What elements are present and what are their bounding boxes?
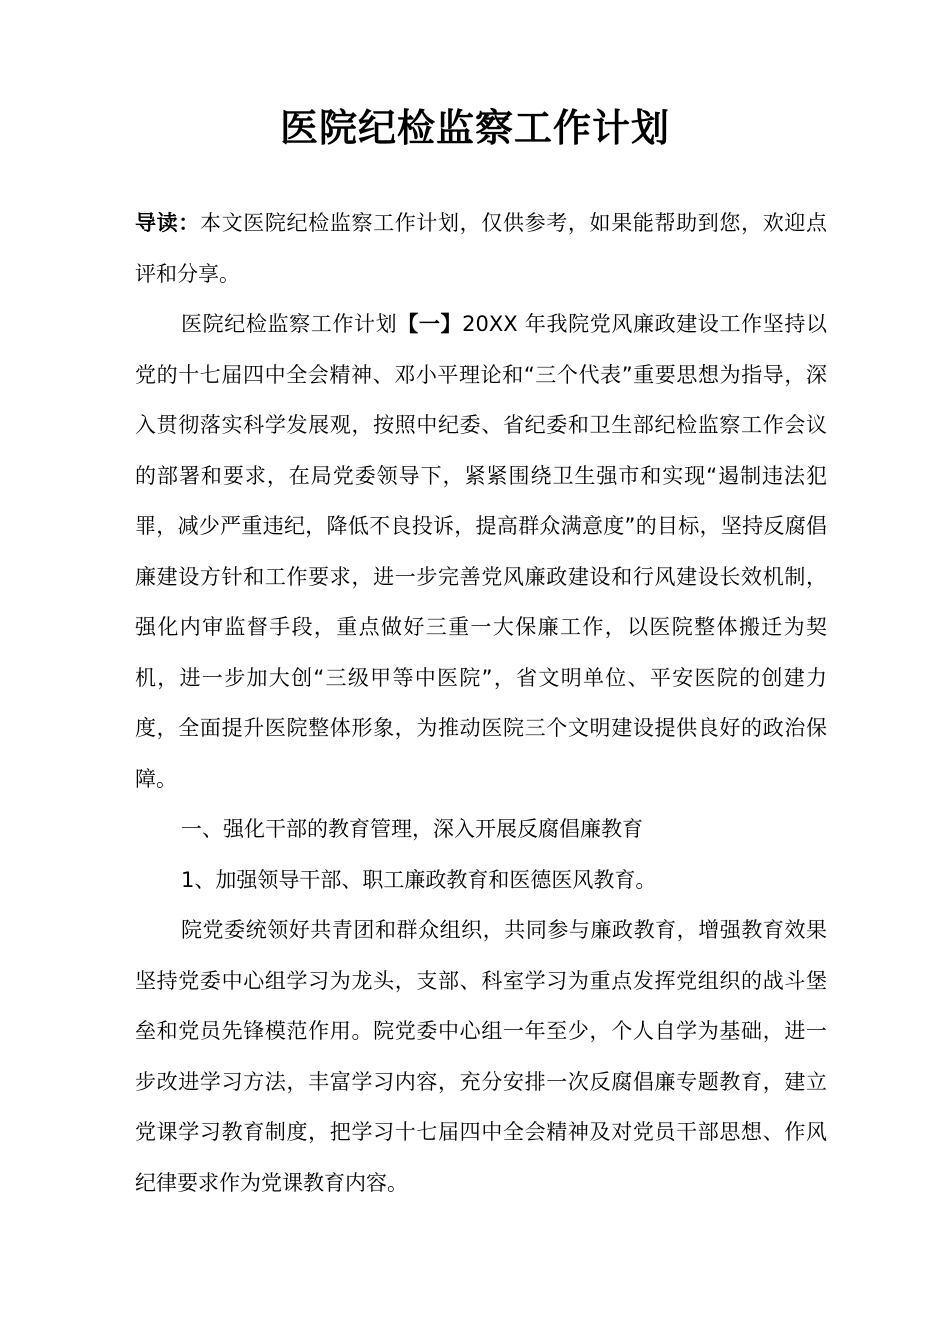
section-one-paragraph [135, 299, 827, 804]
document-title: 医院纪检监察工作计划 [279, 106, 670, 150]
section-one-prefix: 医院纪检监察工作计划 [181, 312, 398, 336]
intro-text: 本文医院纪检监察工作计划，仅供参考，如果能帮助到您，欢迎点评和分享。 [135, 211, 827, 286]
document-body [135, 198, 827, 1208]
heading-one: 一、强化干部的教育管理，深入开展反腐倡廉教育 [181, 817, 643, 841]
intro-paragraph [135, 198, 827, 299]
section-one-bracket: 【一】 [397, 312, 463, 336]
intro-label: 导读： [135, 211, 200, 235]
subheading-one: 1、加强领导干部、职工廉政教育和医德医风教育。 [181, 867, 657, 892]
section-one-text: 20XX 年我院党风廉政建设工作坚持以党的十七届四中全会精神、邓小平理论和“三个代表”重要思想为指导，深入贯彻落实科学发展观，按照中纪委、省纪委和卫生部纪检监察工作会议的部署和要求，在局党委领导下，紧紧围绕卫生强市和实现“遏制违法犯罪，减少严重违纪，降低不良投诉，提高群众满意度”的目标，坚持反腐倡廉建设方针和工作要求，进一步完善党风廉政建设和行风建设长效机制，强化内审监督手段，重点做好三重一大保廉工作，以医院整体搬迁为契机，进一步加大创“三级甲等中医院”，省文明单位、平安医院的创建力度，全面提升医院整体形象，为推动医院三个文明建设提供良好的政治保障。 [135, 312, 828, 791]
paragraph-two: 院党委统领好共青团和群众组织，共同参与廉政教育，增强教育效果坚持党委中心组学习为龙头，支部、科室学习为重点发挥党组织的战斗堡垒和党员先锋模范作用。院党委中心组一年至少，个人自学为基础，进一步改进学习方法，丰富学习内容，充分安排一次反腐倡廉专题教育，建立党课学习教育制度，把学习十七届四中全会精神及对党员干部思想、作风纪律要求作为党课教育内容。 [135, 918, 827, 1195]
